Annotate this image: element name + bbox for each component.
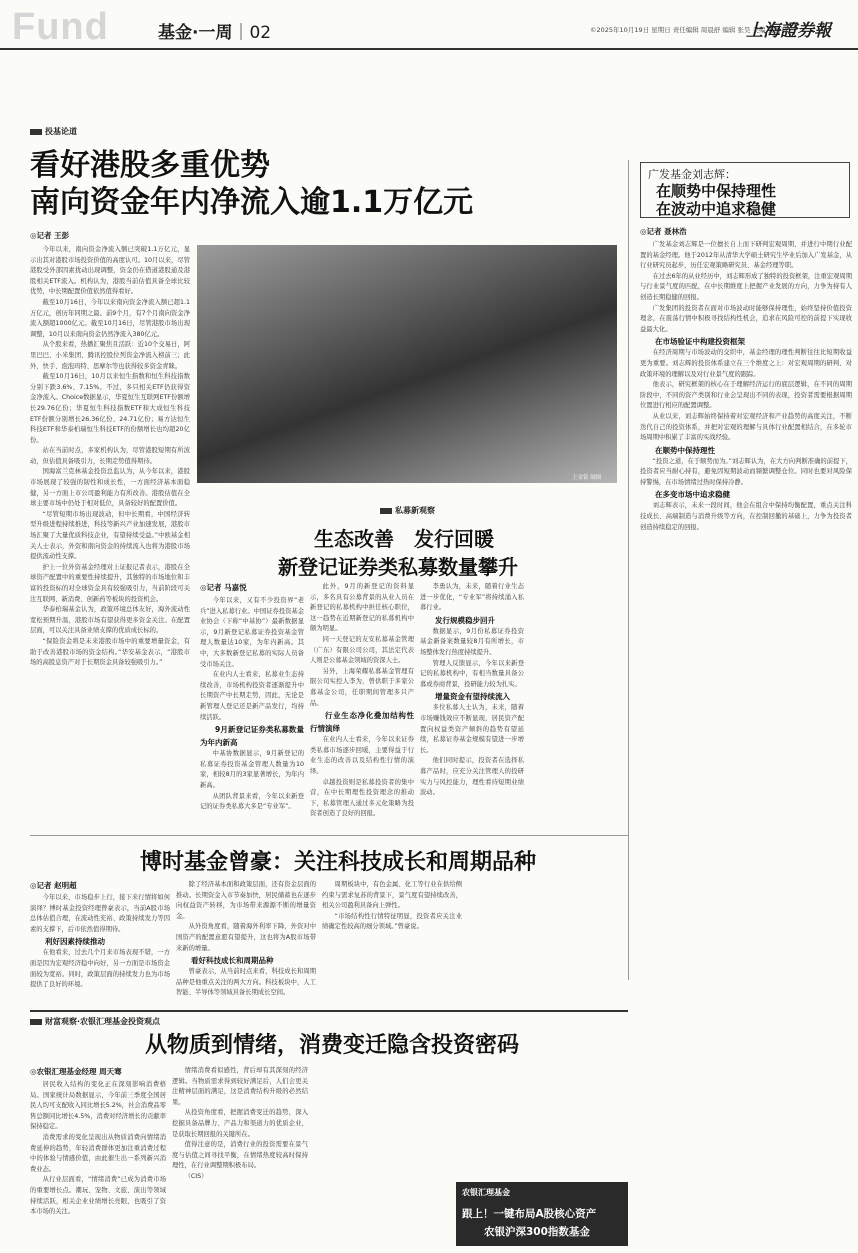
paragraph: 数据显示，9月份私募证券投资基金新备案数量较8月有所增长，市场整体发行热度持续提升。 [420, 627, 524, 656]
paragraph: 截至10月16日，10月以来恒生指数和恒生科技指数分别下跌3.6%、7.15%。不过，多只相关ETF仍获得资金净流入。Choice数据显示，华夏恒生互联网ETF份额增长29.76亿份；华夏恒生科技指数ETF和大成恒生科技ETF份额分别增长26.36亿份、24.71亿份；易方达恒生科技ETF和华泰柏瑞恒生科技ETF的份额增长也均超20亿份。 [30, 373, 190, 444]
paragraph: “尽管短期市场出现波动，但中长期看，中国经济转型升级进程持续推进，科技等新兴产业加速发展，港股市场汇聚了大量优质科技企业，有望持续受益。”中欧基金相关人士表示，外资和南向资金的持续流入也将为港股市场提供流动性支撑。 [30, 510, 190, 561]
a2-byline: ◎记者 聂林浩 [640, 227, 687, 236]
news-photo [197, 245, 617, 483]
paragraph: 在他看来，过去几个月来市场表现不错，一方面是因为宏观经济稳中向好，另一方面是市场资金面较为宽裕。同时，政策层面的持续发力也为市场提供了良好的环境。 [30, 949, 170, 989]
paragraph: 此外，9月的新登记的资料显示，多名具有公募背景的从业人员在新登记的私募机构中担任核心职位，这一趋势在近期新登记的私募机构中颇为明显。 [310, 583, 414, 633]
a4-column [468, 880, 624, 1003]
paragraph: 另外，上海荣耀私募基金管理有限公司实控人李为，曾供职于多家公募基金公司，任职期间管理多只产品。 [310, 667, 414, 707]
paragraph: 多位私募人士认为，未来，随着市场赚钱效应不断显现，居民资产配置向权益类资产倾斜的趋势有望延续，私募证券基金规模有望进一步增长。 [420, 704, 524, 754]
a4-column [30, 893, 170, 1003]
a5-column [172, 1066, 308, 1245]
a3-column [420, 582, 524, 826]
paragraph: 消费需求的变化呈现出从物质消费向情绪消费延伸的趋势，年轻消费群体更加注重消费过程中的体验与情感价值，由此催生出一系列新兴消费业态。 [30, 1133, 166, 1173]
subheading: 9月新登记证券类私募数量为年内新高 [200, 725, 304, 748]
a1-title-line1: 看好港股多重优势 [30, 148, 270, 183]
paragraph: 他们同时提示，投资者在选择私募产品时，应充分关注管理人的投研实力与风控能力，理性看待短期业绩波动。 [420, 757, 524, 797]
a4-title: 博时基金曾豪：关注科技成长和周期品种 [140, 850, 537, 875]
a2-title-line2: 在波动中追求稳健 [656, 200, 777, 218]
paragraph: 居民收入结构的变化正在深刻影响消费格局。国家统计局数据显示，今年前三季度全国居民人均可支配收入同比增长5.2%，社会消费品零售总额同比增长4.5%，消费对经济增长的贡献率保持稳定。 [30, 1081, 166, 1131]
a3-title-line2: 新登记证券类私募数量攀升 [278, 555, 518, 579]
a4-byline: ◎记者 赵明超 [30, 881, 77, 890]
ad-bank-name: 农银汇理基金 [462, 1188, 510, 1197]
a5-column [314, 1066, 450, 1245]
paragraph: 管理人反馈显示，今年以来新登记的私募机构中，有相当数量具备公募或券商背景，投研能力较为扎实。 [420, 659, 524, 688]
paragraph: 中基协数据显示，9月新登记的私募证券投资基金管理人数量为10家，相较8月的3家显著增长，为年内新高。 [200, 750, 304, 789]
paragraph: 从团队背景来看，今年以来新登记的证券类私募大多是“专业军”。 [200, 792, 304, 811]
a5-byline: ◎农银汇理基金经理 周天骞 [30, 1067, 122, 1076]
a1-title-line2: 南向资金年内净流入逾1.1万亿元 [30, 185, 474, 220]
subheading: 在多变市场中追求稳健 [655, 490, 730, 500]
ad-line2: 农银沪深300指数基金 [484, 1226, 590, 1238]
a5-title: 从物质到情绪，消费变迁隐含投资密码 [145, 1033, 520, 1058]
paragraph: 在过去6年的从业经历中，刘志辉形成了独特的投资框架，注重宏观周期与行业景气度的匹配，在中长期维度上把握产业发展的方向，力争为持有人创造长期稳健的回报。 [640, 272, 852, 301]
section-title: 基金·一周｜02 [158, 23, 272, 43]
a5-column [456, 1066, 628, 1176]
subheading: 看好科技成长和周期品种 [191, 956, 274, 966]
paragraph: 卓越投资则是私募投资者的集中营，在中长期理性投资理念的推动下，私募管理人通过多元化策略为投资者创造了良好的回报。 [310, 778, 414, 818]
paragraph: 从投资角度看，把握消费变迁的趋势，深入挖掘具备品牌力、产品力和渠道力的优质企业，是获取长期回报的关键所在。 [172, 1109, 308, 1138]
subheading: 增量资金有望持续流入 [435, 692, 510, 702]
a4-column [322, 880, 462, 1003]
paragraph: 情绪消费看似感性，背后却有其深刻的经济逻辑。当物质需求得到较好满足后，人们会更关注精神层面的满足，这是消费结构升级的必然结果。 [172, 1067, 308, 1106]
paragraph: 从个股来看，热播汇聚焦且活跃：近10个交易日，阿里巴巴、小米集团、腾讯控股位列资金净流入榜前三；此外，快手、泡泡玛特、思摩尔等也获得较多资金青睐。 [30, 341, 190, 370]
paragraph: 站在当前时点，多家机构认为，尽管港股短期有所波动，但估值具备吸引力，长期走势值得期待。 [30, 447, 190, 465]
paragraph: 从行业层面看，“情绪消费”已成为消费市场的重要增长点。潮玩、宠物、文旅、演出等领域持续活跃，相关企业业绩增长亮眼，也吸引了资本市场的关注。 [30, 1176, 166, 1216]
paragraph: 除了经济基本面和政策层面，还有资金层面的推动。长期资金入市节奏加快，居民储蓄也在逐步向权益资产转移，为市场带来源源不断的增量资金。 [176, 881, 316, 920]
a1-byline: ◎记者 王彭 [30, 231, 70, 240]
paragraph: 今年以来，南向资金净流入额已突破1.1万亿元，显示出其对港股市场投资价值的高度认可。10月以来，尽管港股受外部因素扰动出现调整，资金仍在借道港股通及港股相关ETF流入。机构认为，港股当前估值具备全球比较优势，中长期配置价值依然值得看好。 [30, 246, 190, 296]
newspaper-brand: 上海證券報 [746, 21, 831, 41]
paragraph: “投资之道，在于顺势而为。”刘志辉认为，在大方向判断准确的前提下，投资者应当耐心持有，避免因短期波动而频繁调整仓位。同时也要对风险保持警惕，在市场情绪过热时保持冷静。 [640, 457, 852, 486]
a4-column [176, 880, 316, 1003]
a1-column-1 [30, 245, 190, 825]
a3-column [530, 582, 622, 826]
paragraph: “市场结构性行情特征明显，投资者应关注业绩确定性较高的细分领域。”曾豪说。 [322, 912, 462, 931]
paragraph: “保险资金将是未来港股市场中的重要增量资金，有助于改善港股市场的资金结构。”华安基金表示，“港股市场的高股息资产对于长期资金具备较强吸引力。” [30, 637, 190, 667]
photo-caption: 王金铭 制图 [572, 475, 602, 481]
paragraph: 今年以来，又有不少投资界“老兵”进入私募行业。中国证券投资基金业协会（下称“中基协”）最新数据显示，9月新登记私募证券投资基金管理人数量达10家，为年内新高。其中，大多数新登记私募的实际人员备受市场关注。 [200, 597, 304, 668]
a3-column [310, 582, 414, 826]
column-divider [628, 160, 629, 980]
paragraph: 他表示，研究框架的核心在于理解经济运行的底层逻辑，在不同的周期阶段中，不同的资产类别和行业会呈现出不同的表现，投资者需要根据周期位置进行相应的配置调整。 [640, 381, 852, 410]
paragraph: 刘志辉表示，未来一段时间，他会在组合中保持均衡配置，重点关注科技成长、高端制造与消费升级等方向，在控制回撤的基础上，力争为投资者创造持续稳定的回报。 [640, 502, 852, 531]
paragraph: 广发集团的投资者在面对市场波动时能够保持理性，始终坚持价值投资理念，在震荡行情中积极寻找结构性机会，追求在风险可控的前提下实现收益最大化。 [640, 304, 852, 333]
header-rule [0, 48, 858, 50]
paragraph: 李勇认为，未来，随着行业生态进一步优化，“专业军”将持续涌入私募行业。 [420, 583, 524, 612]
paragraph: 在经济周期与市场波动的交织中，基金经理的理性判断往往比短期收益更为重要。刘志辉的投资体系建立在三个维度之上：对宏观周期的研判、对政策环境的理解以及对行业景气度的跟踪。 [640, 349, 852, 378]
fund-advertisement[interactable] [456, 1182, 628, 1246]
a2-column [640, 240, 852, 980]
paragraph: 周期板块中，有色金属、化工等行业在供给侧约束与需求复苏的背景下，景气度有望持续改善，相关公司盈利具备向上弹性。 [322, 881, 462, 910]
section-divider [30, 835, 628, 836]
paragraph: 广发基金刘志辉是一位擅长自上而下研判宏观周期、并进行中期行业配置的基金经理。他于2012年从清华大学硕士研究生毕业后加入广发基金，从行业研究员起步，历任宏观策略研究员、基金经理等职。 [640, 241, 852, 270]
a2-label: 广发基金刘志辉： [648, 168, 736, 181]
paragraph: 国海富兰克林基金投资总监认为，从今年以来，港股市场展现了较强的韧性和成长性，一方面经济基本面稳健，另一方面上市公司盈利能力有所改善。港股估值在全球主要市场中仍处于相对低位，具备较好的配置价值。 [30, 468, 190, 508]
a3-column [200, 596, 304, 826]
subheading: 发行规模稳步回升 [435, 615, 495, 625]
paragraph: 今年以来，市场稳步上行，接下来行情将如何演绎？博时基金投资经理曾豪表示，当前A股市场总体估值合理，在流动性充裕、政策持续发力等因素的支撑下，后市依然值得期待。 [30, 894, 170, 933]
subheading: 在顺势中保持理性 [655, 445, 715, 455]
a3-byline: ◎记者 马嘉悦 [200, 583, 247, 592]
paragraph: 同一天登记的友安私募基金管理（广东）有限公司公司，其法定代表人则是公募基金领域的资深人士。 [310, 635, 414, 665]
a3-kicker: 私募新观察 [380, 505, 435, 516]
subheading: 利好因素持续推动 [45, 937, 105, 947]
a5-kicker: 财富观察·农银汇理基金投资观点 [30, 1016, 160, 1027]
a5-column [30, 1080, 166, 1245]
a1-kicker: 投基论道 [30, 126, 77, 137]
paragraph: （CIS） [184, 1172, 208, 1180]
ad-line1: 跟上！一键布局A股核心资产 [462, 1208, 597, 1220]
paragraph: 曾豪表示，从当前时点来看，科技成长和周期品种是他重点关注的两大方向。科技板块中，人工智能、半导体等领域具备长期成长空间。 [176, 968, 316, 997]
fund-logo: Fund [12, 6, 109, 48]
section-divider [30, 1010, 628, 1012]
a2-title-line1: 在顺势中保持理性 [656, 182, 777, 200]
paragraph: 在业内人士看来，私募业生态持续改善，市场机构投资者逐渐提升中长期资产中长期走势，因此，无论是新管理人登记还是新产品发行，均持续活跃。 [200, 671, 304, 721]
paragraph: 在业内人士看来，今年以来证券类私募市场逐步回暖，主要得益于行业生态的改善以及结构性行情的演绎。 [310, 736, 414, 775]
paragraph: 从业以来，刘志辉始终保持着对宏观经济和产业趋势的高度关注，不断迭代自己的投资体系，并把对宏观的理解与具体行业配置相结合，在多轮市场周期中积累了丰富的实战经验。 [640, 412, 852, 442]
subheading: 行业生态净化叠加结构性行情演绎 [310, 711, 414, 734]
a3-title-line1: 生态改善 发行回暖 [314, 527, 494, 551]
paragraph: 华泰柏瑞基金认为，政策环境总体友好，海外流动性宽松预期升温，港股市场有望获得更多资金关注。在配置层面，可以关注具备业绩支撑的优质成长标的。 [30, 606, 190, 635]
paragraph: 从外资角度看，随着海外利率下降，外资对中国资产的配置意愿有望提升，这也将为A股市场带来新的增量。 [176, 923, 316, 952]
paragraph: 值得注意的是，消费行业的投资需要在景气度与估值之间寻找平衡，在情绪热度较高时保持理性，在行业调整期积极布局。 [172, 1141, 308, 1170]
paragraph: 护上一位外资基金经理对上证报记者表示，港股在全球资产配置中的重要性持续提升，其独特的市场地位和丰富的投资标的对全球资金具有较强吸引力，当前阶段可关注互联网、新消费、创新药等板块的投资机会。 [30, 563, 190, 603]
issue-info: ©2025年10月19日 星期日 责任编辑 周晨舒 编辑 张昊 美编 黎剑平 [590, 26, 788, 34]
paragraph: 截至10月16日，今年以来南向资金净流入额已超1.1万亿元，创历年同期之最。前9个月，有7个月南向资金净流入额超1000亿元。截至10月16日，尽管港股市场出现调整，10月以来南向资金仍然净流入380亿元。 [30, 298, 190, 338]
subheading: 在市场验证中构建投资框架 [655, 337, 745, 347]
